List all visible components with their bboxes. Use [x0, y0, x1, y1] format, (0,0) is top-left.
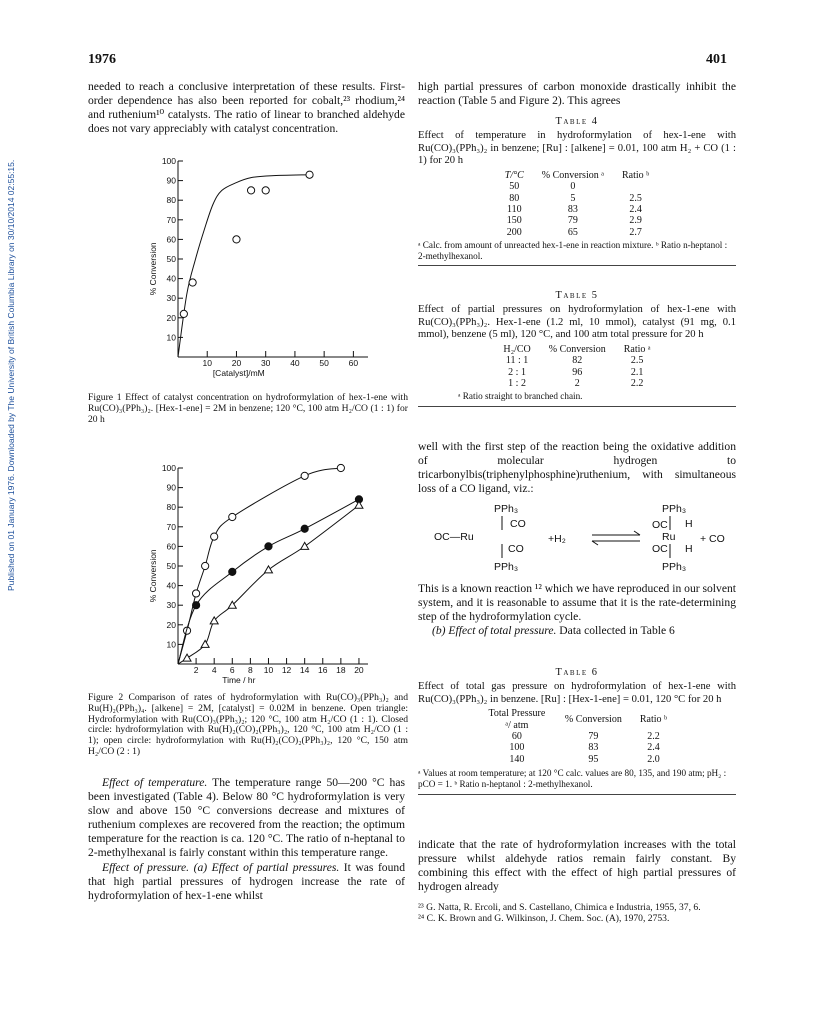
y-tick-label: 80 — [166, 502, 176, 513]
data-point-closed-circle — [265, 543, 272, 550]
table-5-header-1: H₂/CO — [503, 343, 531, 355]
data-point-open-circle — [306, 171, 313, 178]
x-tick-label: 6 — [229, 665, 235, 675]
data-point-open-circle — [247, 187, 254, 194]
table-row: 100 83 2.4 — [509, 742, 660, 754]
table-4-header-1: T/°C — [504, 169, 524, 181]
table-6-grid — [478, 708, 676, 765]
y-tick-label: 70 — [166, 214, 176, 225]
x-axis-label: [Catalyst]/mM — [212, 368, 265, 378]
download-notice: Published on 01 January 1976. Downloaded by The University of British Columbia Library on 30/10/2014 02:55:15. — [6, 159, 16, 591]
reference-23: ²³ G. Natta, R. Ercoli, and S. Castellano, Chimica e Industria, 1955, 37, 6. — [418, 902, 701, 913]
table-4-header-2: % Conversion ᵃ — [541, 169, 604, 181]
table-row: 50 0 — [509, 181, 576, 193]
scheme-plus-co: + CO — [700, 533, 725, 545]
scheme-ru-right: Ru — [662, 531, 676, 543]
data-point-open-triangle — [201, 640, 209, 647]
table-5 — [418, 290, 736, 407]
x-tick-label: 10 — [263, 665, 274, 675]
table-6-header-2: % Conversion — [564, 713, 622, 725]
left-column — [88, 80, 405, 136]
table-row: 80 5 2.5 — [509, 192, 642, 204]
table-4-caption: Effect of temperature in hydroformylation of hex-1-ene with Ru(CO)₃(PPh₃)₂ in benzene; [Ru] : [alkene] = 0.01, 100 atm H₂ + CO (1 : 1) for 20 h — [418, 130, 736, 167]
running-year: 1976 — [88, 52, 116, 67]
y-tick-label: 50 — [166, 254, 176, 264]
references — [418, 902, 736, 924]
left-paragraph-3 — [88, 861, 405, 903]
x-tick-label: 30 — [260, 358, 271, 368]
table-row: 60 79 2.2 — [511, 731, 660, 742]
right-column-lower — [418, 582, 736, 638]
figure-2-caption: Figure 2 Comparison of rates of hydroformylation with Ru(CO)₃(PPh₃)₂ and Ru(H)₂(PPh₃)₄. [alkene] = 2M, [catalyst] = 0.02M in benzene. Open triangle: Hydroformylation with Ru(CO)₃(PPh₃)₂; 120 °C, 100 atm H₂/CO (1 : 1). Closed circle: hydroformylation with Ru(H)₂(CO)₂(PPh₃)₂, 120 °C, 100 atm H₂/CO (1 : 1); open circle: hydroformylation with Ru(H)₂(CO)₂(PPh₃)₂, 120 °C, 150 atm H₂/CO (2 : 1) — [88, 692, 408, 757]
scheme-pph3-bottom-right: PPh₃ — [662, 561, 687, 572]
right-column-bottom — [418, 838, 736, 894]
scheme-oc-upper: OC — [652, 519, 668, 531]
x-tick-label: 2 — [193, 665, 199, 675]
data-point-closed-circle — [229, 568, 236, 575]
x-tick-label: 20 — [354, 665, 364, 675]
left-column-lower — [88, 776, 405, 903]
y-tick-label: 50 — [166, 561, 176, 571]
right-paragraph-3: This is a known reaction ¹² which we have reproduced in our solvent system, and it is reasonable to assume that it is the rate-determining step of the hydroformylation cycle. — [418, 582, 736, 624]
y-tick-label: 40 — [166, 273, 176, 284]
scheme-pph3-top-left: PPh₃ — [494, 503, 519, 515]
scheme-co-upper: CO — [510, 518, 526, 530]
right-column-mid — [418, 440, 736, 496]
y-tick-label: 30 — [166, 600, 176, 611]
left-paragraph-2-text: The temperature range 50—200 °C has been investigated (Table 4). Below 80 °C hydroformylation is very slow and above 150 °C conversions decrease and mixtures of ruthenium complexes are recovered from the reaction; the optimum temperature for the reaction is ca. 120 °C. The ratio of n-heptanal to 2-methylhexanal is fairly constant within this temperature range. — [88, 776, 405, 860]
data-point-open-circle — [189, 279, 196, 286]
scheme-co-lower: CO — [508, 543, 524, 555]
x-tick-label: 40 — [290, 358, 300, 368]
x-tick-label: 4 — [211, 665, 217, 675]
table-6-caption: Effect of total gas pressure on hydroformylation of hex-1-ene with Ru(CO)₃(PPh₃)₂ in benzene. [Ru] : [Hex-1-ene] = 0.01, 120 °C for 20 h — [418, 681, 736, 705]
table-5-footnote: ᵃ Ratio straight to branched chain. — [458, 391, 583, 402]
y-tick-label: 90 — [166, 175, 176, 186]
data-point-open-circle — [192, 590, 199, 597]
x-tick-label: 50 — [319, 358, 329, 368]
table-5-header-3: Ratio ᵃ — [623, 343, 651, 355]
data-point-open-circle — [262, 187, 269, 194]
data-point-open-circle — [337, 464, 344, 471]
data-point-open-triangle — [301, 542, 309, 549]
scheme-plus-h2: +H₂ — [548, 533, 566, 545]
right-paragraph-4-text: Data collected in Table 6 — [556, 624, 675, 638]
data-point-open-circle — [211, 533, 218, 540]
y-tick-label: 20 — [166, 619, 176, 630]
table-6-header-3: Ratio ᵇ — [639, 713, 668, 725]
left-paragraph-2 — [88, 776, 405, 861]
right-paragraph-2: well with the first step of the reaction being the oxidative addition of molecular hydrogen to tricarbonylbis(triphenylphosphine)ruthenium, with simultaneous loss of a CO ligand, viz.: — [418, 440, 736, 496]
scheme-pph3-top-right: PPh₃ — [662, 503, 687, 515]
table-5-title: Table 5 — [555, 290, 599, 301]
data-point-open-circle — [202, 562, 209, 569]
y-tick-label: 30 — [166, 293, 176, 304]
table-row: 2 : 1 96 2.1 — [508, 366, 644, 378]
table-row: 200 65 2.7 — [506, 226, 642, 238]
data-point-open-circle — [229, 513, 236, 520]
right-column-top — [418, 80, 736, 108]
y-tick-label: 60 — [166, 541, 176, 552]
figure-2-chart — [140, 462, 390, 690]
table-5-grid — [494, 344, 659, 390]
table-4 — [418, 116, 736, 266]
series-curve — [178, 499, 359, 664]
data-point-open-circle — [233, 236, 240, 243]
x-tick-label: 8 — [248, 665, 253, 675]
y-tick-label: 80 — [166, 195, 176, 206]
x-tick-label: 12 — [281, 665, 292, 675]
y-tick-label: 90 — [166, 482, 176, 493]
table-5-header-2: % Conversion — [548, 343, 606, 355]
scheme-pph3-bottom-left: PPh₃ — [494, 561, 519, 572]
data-point-closed-circle — [301, 525, 308, 532]
y-tick-label: 10 — [166, 639, 176, 650]
y-tick-label: 100 — [161, 463, 176, 473]
left-paragraph-1: needed to reach a conclusive interpretation of these results. First-order dependence has also been reported for cobalt,²³ rhodium,²⁴ and ruthenium¹⁰ catalysts. The ratio of linear to branched aldehyde does not vary appreciably with catalyst concentration. — [88, 80, 405, 136]
heading-total-pressure: (b) Effect of total pressure. — [432, 624, 557, 638]
table-6-header-1: Total Pressure ᵃ/ atm — [488, 708, 546, 731]
heading-pressure: Effect of pressure. (a) Effect of partial pressures. — [102, 860, 340, 874]
data-point-open-triangle — [264, 566, 272, 573]
scheme-h-lower: H — [685, 543, 693, 555]
x-tick-label: 16 — [318, 665, 328, 675]
table-4-header-3: Ratio ᵇ — [621, 169, 650, 181]
table-6-footnote: ᵃ Values at room temperature; at 120 °C calc. values are 80, 135, and 190 atm; pH₂ : pCO = 1. ᵇ Ratio n-heptanol : 2-methylhexanol. — [418, 768, 727, 789]
left-paragraph-3-text: It was found that high partial pressures of hydrogen increase the rate of hydroformylation of hex-1-ene whilst — [88, 860, 405, 902]
reaction-scheme — [430, 500, 730, 572]
heading-temperature: Effect of temperature. — [102, 776, 208, 789]
table-5-caption: Effect of partial pressures on hydroformylation of hex-1-ene with Ru(CO)₃(PPh₃)₂. Hex-1-ene (1.2 ml, 10 mmol), catalyst (91 mg, 0.1 mmol), benzene (5 ml), 120 °C, and 100 atm total pressure for 20 h — [418, 304, 736, 341]
data-point-open-triangle — [183, 654, 191, 661]
y-axis-label: % Conversion — [148, 549, 158, 603]
table-6 — [418, 667, 736, 795]
x-tick-label: 20 — [231, 358, 242, 368]
right-paragraph-5: indicate that the rate of hydroformylation increases with the total pressure whilst aldehyde ratios remain fairly constant. By combining this effect with the effect of high partial pressures of hydrogen already — [418, 838, 736, 894]
reference-24: ²⁴ C. K. Brown and G. Wilkinson, J. Chem. Soc. (A), 1970, 2753. — [418, 913, 670, 924]
y-tick-label: 20 — [166, 312, 176, 323]
table-row: 110 83 2.4 — [506, 204, 642, 215]
right-paragraph-1: high partial pressures of carbon monoxide drastically inhibit the reaction (Table 5 and Figure 2). This agrees — [418, 80, 736, 108]
data-point-open-circle — [301, 472, 308, 479]
y-tick-label: 100 — [161, 156, 176, 166]
y-tick-label: 60 — [166, 234, 176, 245]
scheme-oc-ru: OC—Ru — [434, 531, 474, 543]
table-row: 11 : 1 82 2.5 — [505, 355, 644, 367]
table-row: 140 95 2.0 — [509, 753, 660, 765]
divider — [418, 794, 736, 795]
table-row: 150 79 2.9 — [506, 215, 642, 227]
x-tick-label: 14 — [299, 665, 310, 675]
table-4-title: Table 4 — [555, 116, 599, 127]
page-number: 401 — [706, 52, 727, 67]
figure-1-chart — [140, 155, 390, 387]
divider — [418, 406, 736, 407]
table-4-footnote: ᵃ Calc. from amount of unreacted hex-1-ene in reaction mixture. ᵇ Ratio n-heptanol : 2-methylhexanol. — [418, 240, 728, 261]
fit-curve — [178, 175, 310, 357]
scheme-oc-lower: OC — [652, 543, 668, 555]
right-paragraph-4 — [418, 624, 736, 638]
x-tick-label: 18 — [336, 665, 346, 675]
scheme-h-upper: H — [685, 518, 693, 530]
figure-1-caption: Figure 1 Effect of catalyst concentration on hydroformylation of hex-1-ene with Ru(CO)₃(PPh₃)₂. [Hex-1-ene] = 2M in benzene; 120 °C, 100 atm H₂/CO (1 : 1) for 20 h — [88, 392, 408, 425]
table-6-title: Table 6 — [555, 667, 599, 678]
y-tick-label: 40 — [166, 580, 176, 591]
data-point-open-circle — [180, 310, 187, 317]
x-axis-label: Time / hr — [222, 675, 256, 685]
y-tick-label: 70 — [166, 521, 176, 532]
y-tick-label: 10 — [166, 332, 176, 343]
divider — [418, 265, 736, 266]
table-4-grid — [496, 170, 658, 238]
x-tick-label: 60 — [348, 358, 359, 368]
x-tick-label: 10 — [202, 358, 212, 368]
table-row: 1 : 2 2 2.2 — [508, 378, 644, 389]
data-point-closed-circle — [192, 602, 199, 609]
y-axis-label: % Conversion — [148, 242, 158, 296]
